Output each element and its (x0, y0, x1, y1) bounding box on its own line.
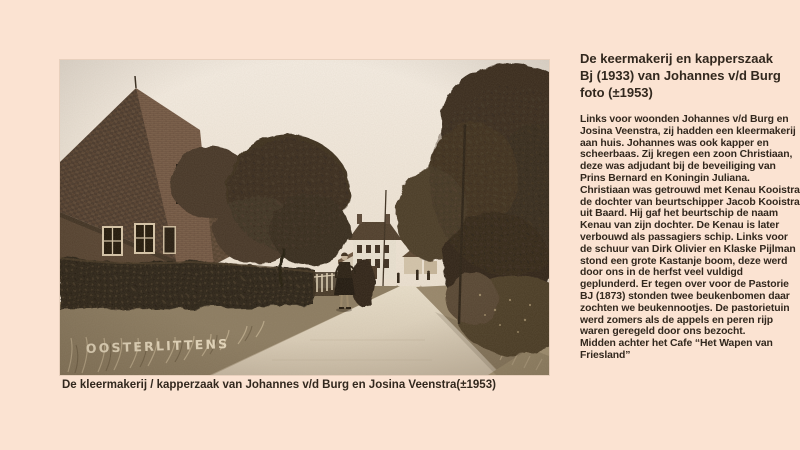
page-title-line-1: De keermakerij en kapperszaak (580, 51, 773, 66)
body-paragraph-1: Links voor woonden Johannes v/d Burg en Josina Veenstra, zij hadden een kleermakerij aan huis. Johannes was ook kapper en scheerbaas. Zij kregen een zoon Christiaan, deze was adjudant bij de beveiliging van Prins Bernard en Koningin Juliana. Christiaan was getrouwd met Kenau Kooistra de dochter van beurtschipper Jacob Kooistra uit Baard. Hij gaf het beurtschip de naam Kenau van zijn dochter. De Kenau is later verbouwd als passagiers schip. Links voor de schuur van Dirk Olivier en Klaske Pijlman stond een grote Kastanje boom, deze werd door ons in de herfst veel vuldigd geplunderd. Er tegen over voor de Pastorie BJ (1873) stonden twee beukenbomen daar zochten we beukennootjes. De pastorietuin werd zomers als de appels en peren rijp waren geregeld door ons bezocht. (580, 114, 800, 338)
postcard-photo (60, 60, 549, 375)
postcard-photo-frame (60, 60, 549, 375)
photo-grain (60, 60, 549, 375)
page-title (580, 50, 800, 101)
page-title-line-3: foto (±1953) (580, 85, 653, 100)
body-paragraph-2: Midden achter het Cafe “Het Wapen van Friesland” (580, 338, 773, 361)
photo-caption: De kleermakerij / kapperzaak van Johannes v/d Burg en Josina Veenstra(±1953) (62, 379, 496, 391)
text-panel (580, 50, 800, 362)
page-title-line-2: Bj (1933) van Johannes v/d Burg (580, 68, 781, 83)
